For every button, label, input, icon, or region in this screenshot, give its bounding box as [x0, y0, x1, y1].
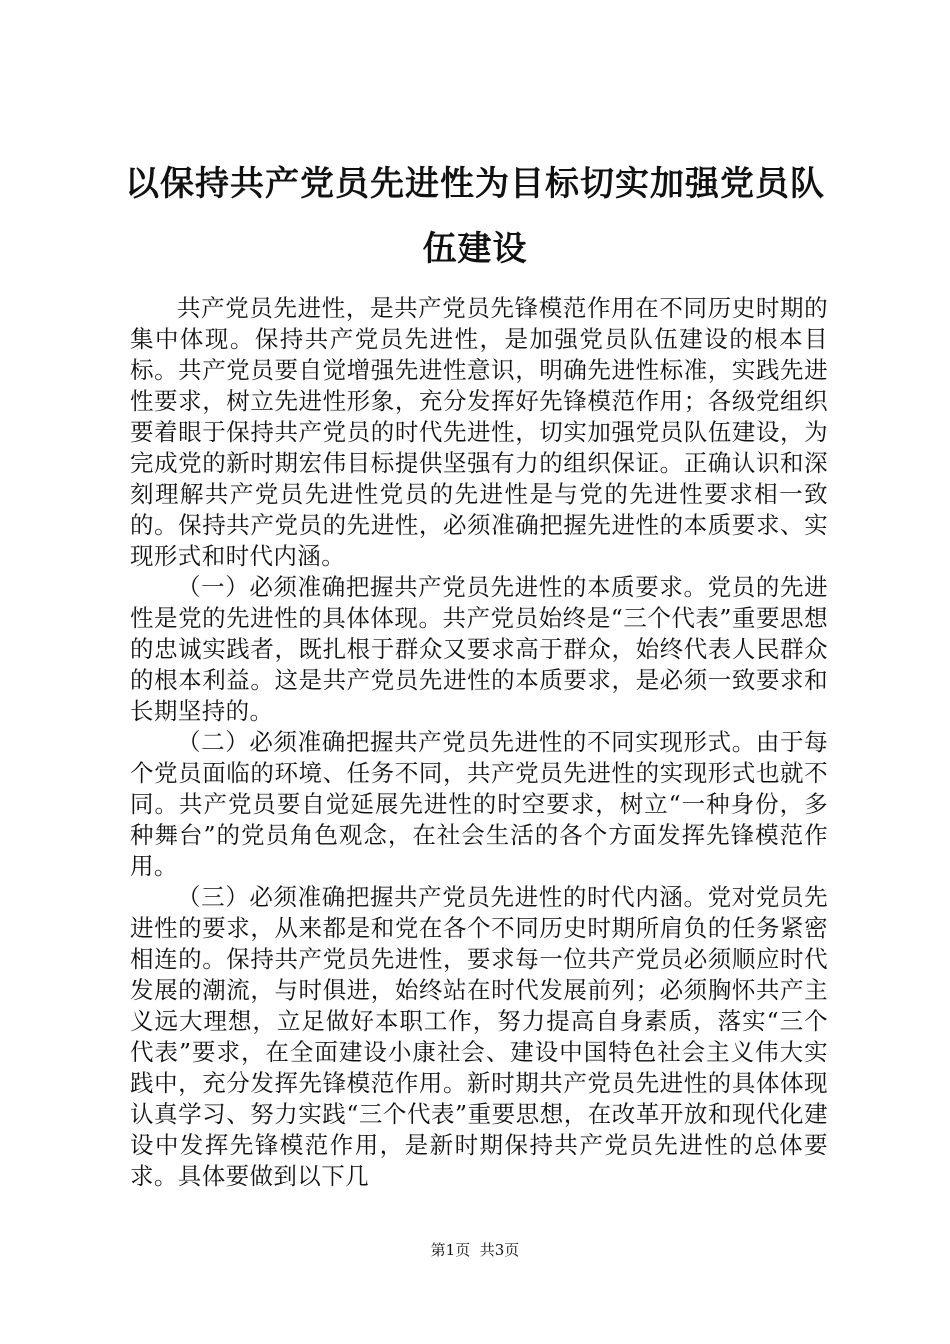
page-total: 共3页	[479, 1241, 520, 1259]
document-body	[130, 293, 828, 1192]
document-title: 以保持共产党员先进性为目标切实加强党员队伍建设	[125, 164, 825, 269]
paragraph-intro: 共产党员先进性，是共产党员先锋模范作用在不同历史时期的集中体现。保持共产党员先进性，是加强党员队伍建设的根本目标。共产党员要自觉增强先进性意识，明确先进性标准，实践先进性要求，树立先进性形象，充分发挥好先锋模范作用；各级党组织要着眼于保持共产党员的时代先进性，切实加强党员队伍建设，为完成党的新时期宏伟目标提供坚强有力的组织保证。正确认识和深刻理解共产党员先进性党员的先进性是与党的先进性要求相一致的。保持共产党员的先进性，必须准确把握先进性的本质要求、实现形式和时代内涵。	[130, 294, 828, 570]
paragraph-section-2: （二）必须准确把握共产党员先进性的不同实现形式。由于每个党员面临的环境、任务不同，共产党员先进性的实现形式也就不同。共产党员要自觉延展先进性的时空要求，树立“一种身份，多种舞台”的党员角色观念，在社会生活的各个方面发挥先锋模范作用。	[130, 728, 828, 880]
paragraph-section-1: （一）必须准确把握共产党员先进性的本质要求。党员的先进性是党的先进性的具体体现。共产党员始终是“三个代表”重要思想的忠诚实践者，既扎根于群众又要求高于群众，始终代表人民群众的根本利益。这是共产党员先进性的本质要求，是必须一致要求和长期坚持的。	[130, 573, 828, 725]
page-number: 第1页	[430, 1241, 471, 1259]
page-footer	[0, 1240, 950, 1260]
paragraph-section-3: （三）必须准确把握共产党员先进性的时代内涵。党对党员先进性的要求，从来都是和党在各个不同历史时期所肩负的任务紧密相连的。保持共产党员先进性，要求每一位共产党员必须顺应时代发展的潮流，与时俱进，始终站在时代发展前列；必须胸怀共产主义远大理想，立足做好本职工作，努力提高自身素质，落实“三个代表”要求，在全面建设小康社会、建设中国特色社会主义伟大实践中，充分发挥先锋模范作用。新时期共产党员先进性的具体体现认真学习、努力实践“三个代表”重要思想，在改革开放和现代化建设中发挥先锋模范作用，是新时期保持共产党员先进性的总体要求。具体要做到以下几	[130, 883, 828, 1190]
